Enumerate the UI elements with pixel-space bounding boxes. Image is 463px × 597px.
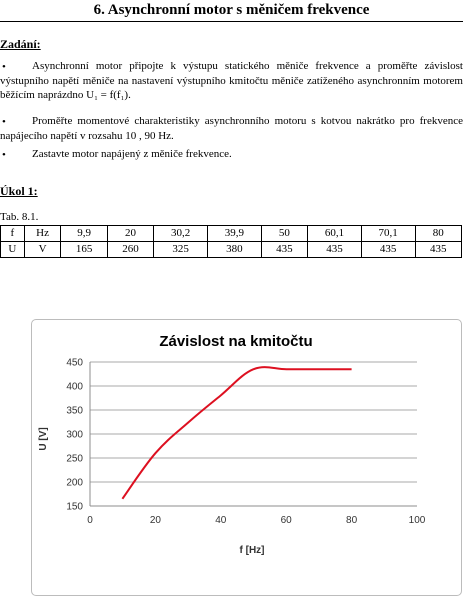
x-tick-label: 60 [280, 515, 292, 526]
bullet-marker-1: • [2, 61, 6, 73]
table-cell: 70,1 [361, 226, 415, 242]
chart-x-ticks [87, 515, 426, 526]
table-cell: 435 [415, 242, 462, 258]
table-cell: 435 [308, 242, 362, 258]
bullet-text-1-content: Asynchronní motor připojte k výstupu statického měniče frekvence a proměřte závislost výstupního napětí měniče na nastavení výstupního kmitočtu měniče zatíženého asynchronním motorem běžícím naprázdno U₁ = f(f₁). [0, 60, 463, 101]
y-tick-label: 200 [66, 477, 83, 489]
series-line [122, 367, 351, 499]
table-cell: 50 [261, 226, 307, 242]
measurement-table [0, 225, 462, 258]
y-tick-label: 400 [66, 381, 83, 393]
voltage-frequency-chart [31, 319, 462, 596]
task-heading: Zadání: [0, 37, 41, 51]
table-cell: 325 [154, 242, 208, 258]
chart-series [122, 367, 351, 499]
table-cell: Hz [24, 226, 61, 242]
table-cell: 9,9 [61, 226, 107, 242]
table-cell: 80 [415, 226, 462, 242]
title-rule [0, 21, 463, 22]
x-tick-label: 100 [408, 515, 426, 526]
bullet-text-1 [0, 59, 463, 103]
table-cell: 165 [61, 242, 107, 258]
x-tick-label: 0 [87, 515, 93, 526]
table-cell: 435 [261, 242, 307, 258]
y-axis-label: U [V] [38, 427, 49, 451]
table-cell: V [24, 242, 61, 258]
chart-gridlines [90, 362, 417, 482]
bullet-text-3-content: Zastavte motor napájený z měniče frekvence. [32, 148, 232, 160]
table-cell: U [1, 242, 25, 258]
bullet-marker-3: • [2, 149, 6, 161]
bullet-marker-2: • [2, 116, 6, 128]
table-cell: 380 [207, 242, 261, 258]
table-row [1, 226, 462, 242]
y-tick-label: 150 [66, 501, 83, 513]
page-title: 6. Asynchronní motor s měničem frekvence [93, 2, 370, 18]
y-tick-label: 300 [66, 429, 83, 441]
y-tick-label: 250 [66, 453, 83, 465]
x-tick-label: 40 [215, 515, 227, 526]
table-row [1, 242, 462, 258]
chart-title: Závislost na kmitočtu [159, 333, 313, 350]
bullet-text-3 [0, 147, 463, 162]
table-cell: 435 [361, 242, 415, 258]
table-cell: 60,1 [308, 226, 362, 242]
subtask-heading: Úkol 1: [0, 184, 38, 198]
y-tick-label: 350 [66, 405, 83, 417]
table-cell: 20 [107, 226, 153, 242]
bullet-text-2-content: Proměřte momentové charakteristiky asynchronního motoru s kotvou nakrátko pro frekvence napájecího napětí v rozsahu 10 , 90 Hz. [0, 115, 463, 142]
table-cell: f [1, 226, 25, 242]
table-caption: Tab. 8.1. [0, 211, 39, 223]
x-tick-label: 80 [346, 515, 358, 526]
x-axis-label: f [Hz] [239, 545, 265, 556]
table-cell: 39,9 [207, 226, 261, 242]
x-tick-label: 20 [149, 515, 161, 526]
bullet-text-2 [0, 114, 463, 143]
chart-y-ticks [66, 358, 83, 513]
table-cell: 260 [107, 242, 153, 258]
table-cell: 30,2 [154, 226, 208, 242]
y-tick-label: 450 [66, 357, 83, 369]
